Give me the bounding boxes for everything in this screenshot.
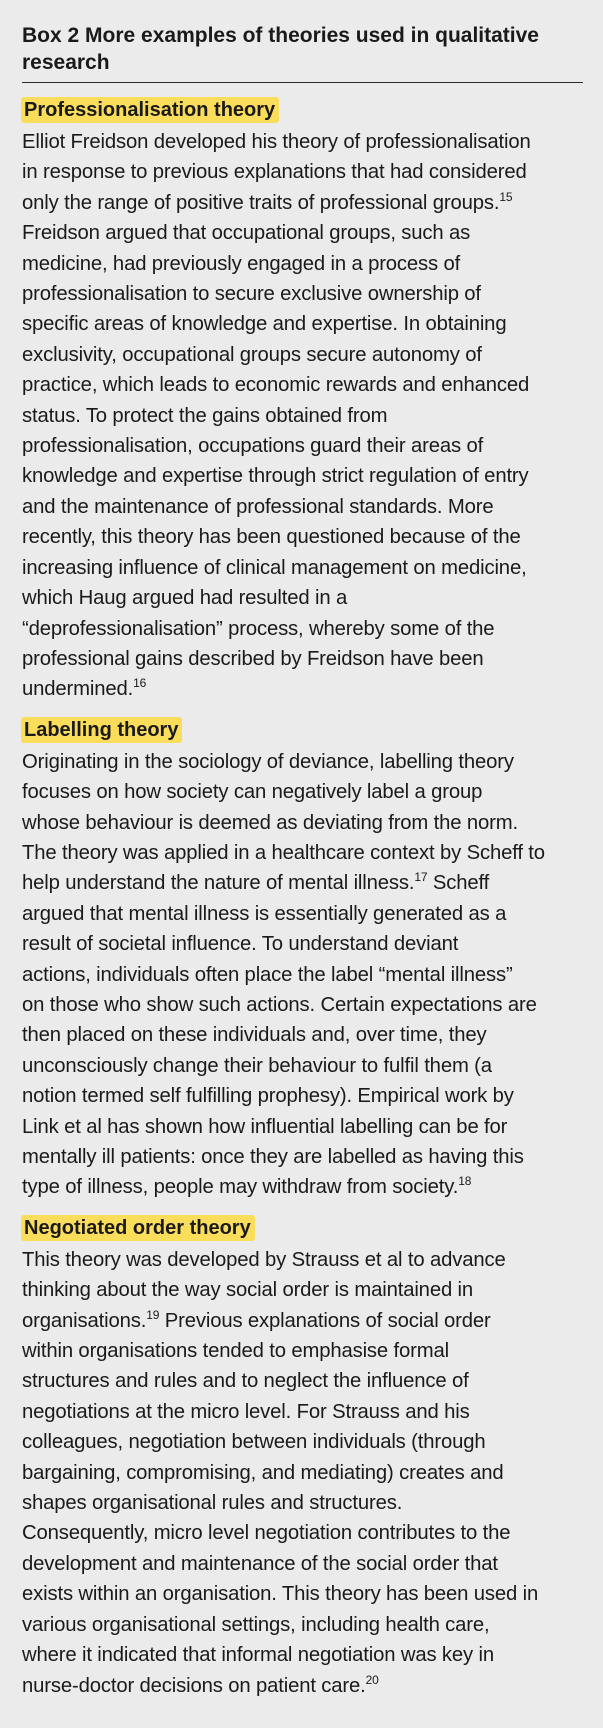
section-body: [22, 127, 583, 705]
text-line: organisations.$^{19}$ Previous explanations of social order: [22, 1307, 491, 1332]
text-line: where it indicated that informal negotiation was key in: [22, 1644, 495, 1667]
text-line: mentally ill patients: once they are labelled as having this: [22, 1146, 524, 1168]
text-line: bargaining, compromising, and mediating) creates and: [22, 1461, 504, 1484]
text-line: which Haug argued had resulted in a: [22, 587, 348, 610]
text-line: Freidson argued that occupational groups, such as: [22, 222, 471, 245]
section-labelling: [22, 717, 583, 1203]
text-line: help understand the nature of mental illness.$^{17}$ Scheff: [22, 870, 490, 895]
text-line: recently, this theory has been questioned because of the: [22, 526, 521, 549]
text-line: The theory was applied in a healthcare context by Scheff to: [22, 841, 545, 864]
text-line: focuses on how society can negatively label a group: [22, 781, 483, 804]
text-line: exists within an organisation. This theory has been used in: [22, 1583, 539, 1606]
reference-marker: 15: [499, 190, 513, 205]
text-line: increasing influence of clinical management on medicine,: [22, 556, 527, 579]
text-line: in response to previous explanations that had considered: [22, 161, 527, 184]
text-line: professional gains described by Freidson have been: [22, 647, 484, 670]
reference-marker: 17: [414, 870, 428, 885]
text-line: exclusivity, occupational groups secure autonomy of: [22, 343, 482, 366]
text-line: practice, which leads to economic rewards and enhanced: [22, 374, 530, 397]
text-line: Originating in the sociology of deviance, labelling theory: [22, 750, 514, 773]
text-line: Elliot Freidson developed his theory of professionalisation: [22, 131, 531, 153]
text-line: various organisational settings, including health care,: [22, 1613, 490, 1636]
section-professionalisation: [22, 97, 583, 705]
section-heading: Labelling theory: [21, 717, 182, 743]
text-line: shapes organisational rules and structures.: [22, 1492, 403, 1515]
text-line: “deprofessionalisation” process, whereby some of the: [22, 617, 495, 640]
box-title: Box 2 More examples of theories used in qualitative research: [22, 22, 583, 83]
text-line: thinking about the way social order is maintained in: [22, 1279, 474, 1302]
text-line: negotiations at the micro level. For Strauss and his: [22, 1400, 470, 1423]
text-line: knowledge and expertise through strict regulation of entry: [22, 465, 529, 488]
text-line: and the maintenance of professional standards. More: [22, 495, 494, 518]
section-negotiated-order: [22, 1215, 583, 1701]
text-line: professionalisation, occupations guard their areas of: [22, 435, 484, 458]
text-line: only the range of positive traits of professional groups.$^{15}$: [22, 190, 513, 214]
reference-marker: 19: [146, 1307, 160, 1322]
text-line: on those who show such actions. Certain expectations are: [22, 993, 537, 1016]
text-line: colleagues, negotiation between individuals (through: [22, 1431, 486, 1454]
text-line: unconsciously change their behaviour to fulfil them (a: [22, 1054, 492, 1077]
reference-marker: 20: [365, 1672, 379, 1687]
text-line: structures and rules and to neglect the influence of: [22, 1370, 469, 1393]
text-line: within organisations tended to emphasise formal: [22, 1340, 449, 1363]
section-heading: Negotiated order theory: [21, 1215, 255, 1241]
text-line: development and maintenance of the social order that: [22, 1552, 498, 1575]
section-heading: Professionalisation theory: [21, 97, 279, 123]
text-line: undermined.$^{16}$: [22, 676, 147, 701]
text-line: professionalisation to secure exclusive ownership of: [22, 283, 481, 306]
section-body: [22, 747, 583, 1203]
text-line: then placed on these individuals and, over time, they: [22, 1024, 487, 1047]
reference-marker: 16: [133, 676, 147, 691]
text-line: whose behaviour is deemed as deviating from the norm.: [22, 811, 518, 834]
text-line: type of illness, people may withdraw from society.$^{18}$: [22, 1174, 472, 1199]
text-line: nurse-doctor decisions on patient care.$^{20}$: [22, 1672, 379, 1697]
reference-marker: 18: [458, 1174, 472, 1189]
text-line: actions, individuals often place the label “mental illness”: [22, 963, 513, 986]
text-line: result of societal influence. To understand deviant: [22, 933, 459, 956]
text-line: This theory was developed by Strauss et al to advance: [22, 1248, 506, 1271]
text-line: Consequently, micro level negotiation contributes to the: [22, 1522, 511, 1545]
text-line: specific areas of knowledge and expertise. In obtaining: [22, 313, 507, 336]
text-line: medicine, had previously engaged in a process of: [22, 252, 461, 275]
text-line: Link et al has shown how influential labelling can be for: [22, 1115, 508, 1138]
text-line: status. To protect the gains obtained from: [22, 404, 388, 427]
section-body: [22, 1245, 583, 1701]
text-line: argued that mental illness is essentially generated as a: [22, 902, 507, 925]
text-line: notion termed self fulfilling prophesy). Empirical work by: [22, 1085, 514, 1108]
